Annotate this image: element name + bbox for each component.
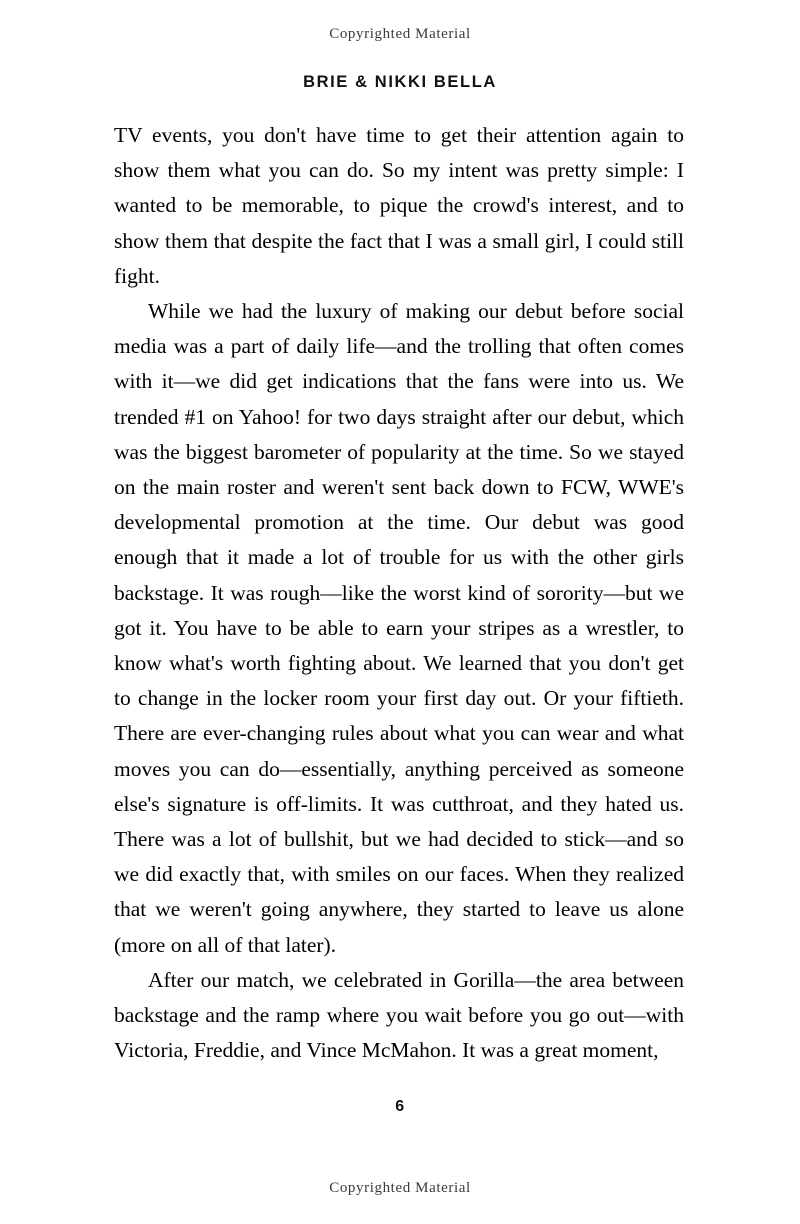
copyright-watermark-top: Copyrighted Material	[329, 26, 471, 42]
body-text	[114, 118, 684, 1068]
running-head-authors: BRIE & NIKKI BELLA	[303, 73, 497, 91]
copyright-watermark-bottom: Copyrighted Material	[329, 1180, 471, 1196]
paragraph: TV events, you don't have time to get their attention again to show them what you can do. So my intent was pretty simple: I wanted to be memorable, to pique the crowd's interest, and to show them that despite the fact that I was a small girl, I could still fight.	[114, 123, 684, 288]
paragraph: While we had the luxury of making our debut before social media was a part of daily life—and the trolling that often comes with it—we did get indications that the fans were into us. We trended #1 on Yahoo! for two days straight after our debut, which was the biggest barometer of popularity at the time. So we stayed on the main roster and weren't sent back down to FCW, WWE's developmental promotion at the time. Our debut was good enough that it made a lot of trouble for us with the other girls backstage. It was rough—like the worst kind of sorority—but we got it. You have to be able to earn your stripes as a wrestler, to know what's worth fighting about. We learned that you don't get to change in the locker room your first day out. Or your fiftieth. There are ever-changing rules about what you can wear and what moves you can do—essentially, anything perceived as someone else's signature is off-limits. It was cutthroat, and they hated us. There was a lot of bullshit, but we had decided to stick—and so we did exactly that, with smiles on our faces. When they realized that we weren't going anywhere, they started to leave us alone (more on all of that later).	[114, 299, 684, 957]
page-number: 6	[395, 1098, 405, 1115]
paragraph: After our match, we celebrated in Gorilla—the area between backstage and the ramp where you wait before you go out—with Victoria, Freddie, and Vince McMahon. It was a great moment,	[114, 967, 684, 1063]
